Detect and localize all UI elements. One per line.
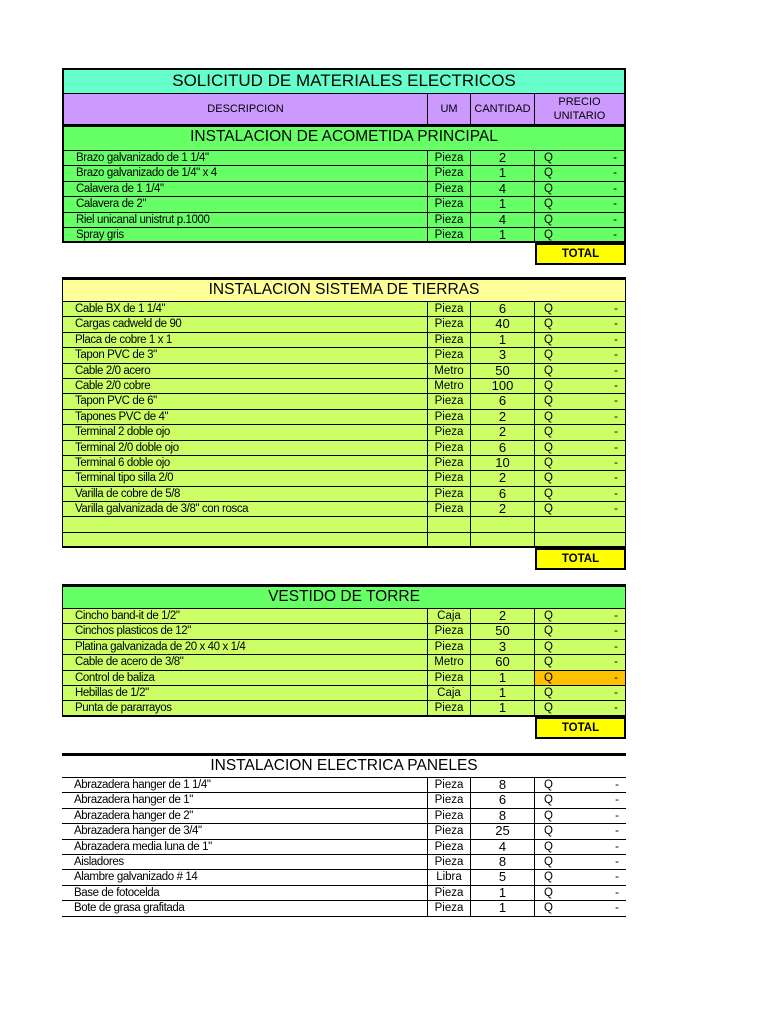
cell-quantity[interactable]: 6	[471, 302, 535, 316]
currency-symbol: Q	[544, 349, 553, 362]
cell-quantity[interactable]: 6	[471, 441, 535, 455]
currency-symbol: Q	[544, 379, 553, 392]
cell-unit[interactable]: Pieza	[428, 778, 471, 792]
cell-description[interactable]: Abrazadera hanger de 1 1/4"	[62, 778, 428, 792]
cell-unit-price[interactable]	[535, 425, 626, 439]
cell-quantity[interactable]: 2	[471, 471, 535, 485]
table-row	[62, 824, 626, 839]
cell-quantity[interactable]: 8	[471, 855, 535, 869]
price-value: -	[615, 809, 619, 822]
cell-description[interactable]: Platina galvanizada de 20 x 40 x 1/4	[62, 640, 428, 654]
cell-unit[interactable]: Pieza	[428, 394, 471, 408]
price-value: -	[614, 503, 618, 516]
cell-unit[interactable]: Pieza	[428, 197, 471, 211]
currency-symbol: Q	[544, 441, 553, 454]
table-row	[62, 456, 626, 471]
table-row	[62, 166, 626, 181]
table-row	[62, 686, 626, 701]
currency-symbol: Q	[544, 152, 553, 164]
table-row	[62, 471, 626, 486]
price-value: -	[614, 395, 618, 408]
cell-description[interactable]: Bote de grasa grafitada	[62, 901, 428, 915]
currency-symbol: Q	[544, 228, 553, 241]
cell-unit-price[interactable]	[535, 487, 626, 501]
cell-description[interactable]: Abrazadera media luna de 1"	[62, 840, 428, 854]
table-row	[62, 640, 626, 655]
cell-quantity[interactable]: 2	[471, 151, 535, 165]
cell-unit[interactable]: Pieza	[428, 317, 471, 331]
cell-quantity[interactable]: 3	[471, 640, 535, 654]
cell-quantity[interactable]: 1	[471, 886, 535, 900]
table-row	[62, 655, 626, 670]
cell-unit-price[interactable]	[535, 441, 626, 455]
currency-symbol: Q	[544, 318, 553, 331]
price-value: -	[614, 303, 618, 315]
table-row	[62, 228, 626, 243]
section-acometida-total	[62, 243, 626, 265]
section-torre-rows	[62, 609, 626, 717]
cell-quantity[interactable]: 1	[471, 671, 535, 685]
cell-unit-price[interactable]	[535, 901, 626, 915]
cell-description[interactable]: Terminal 6 doble ojo	[62, 456, 428, 470]
cell-description[interactable]: Abrazadera hanger de 3/4"	[62, 824, 428, 838]
cell-unit[interactable]: Metro	[428, 379, 471, 393]
cell-unit[interactable]: Pieza	[428, 182, 471, 196]
cell-quantity[interactable]: 6	[471, 394, 535, 408]
table-row	[62, 624, 626, 639]
cell-unit[interactable]	[428, 517, 471, 531]
cell-quantity[interactable]: 1	[471, 901, 535, 915]
cell-unit-price[interactable]	[535, 886, 626, 900]
col-header-unit-price: PRECIO UNITARIO	[535, 94, 626, 124]
cell-unit-price[interactable]	[535, 793, 626, 807]
price-value: -	[614, 610, 618, 622]
cell-unit[interactable]: Pieza	[428, 456, 471, 470]
currency-symbol: Q	[544, 610, 553, 622]
table-row	[62, 671, 626, 686]
cell-unit[interactable]: Pieza	[428, 824, 471, 838]
cell-description[interactable]: Cargas cadweld de 90	[62, 317, 428, 331]
total-cell[interactable]: TOTAL	[535, 548, 626, 570]
price-value: -	[613, 213, 617, 226]
cell-quantity[interactable]: 1	[471, 166, 535, 180]
section-title-tierras: INSTALACION SISTEMA DE TIERRAS	[62, 277, 626, 302]
cell-unit-price[interactable]	[535, 809, 626, 823]
price-value: -	[613, 228, 617, 241]
price-value: -	[614, 410, 618, 423]
price-value: -	[614, 426, 618, 439]
cell-description[interactable]: Riel unicanal unistrut p.1000	[62, 213, 428, 227]
cell-unit-price[interactable]	[535, 517, 626, 531]
cell-unit[interactable]: Pieza	[428, 441, 471, 455]
table-row	[62, 410, 626, 425]
cell-unit[interactable]: Pieza	[428, 840, 471, 854]
cell-unit[interactable]: Pieza	[428, 302, 471, 316]
currency-symbol: Q	[544, 364, 553, 377]
cell-unit-price[interactable]	[535, 302, 626, 316]
cell-description[interactable]: Spray gris	[62, 228, 428, 241]
price-value: -	[613, 182, 617, 195]
cell-description[interactable]: Base de fotocelda	[62, 886, 428, 900]
cell-quantity[interactable]: 8	[471, 778, 535, 792]
cell-unit-price[interactable]	[535, 471, 626, 485]
currency-symbol: Q	[544, 640, 553, 653]
cell-unit[interactable]: Pieza	[428, 228, 471, 241]
currency-symbol: Q	[544, 779, 553, 791]
price-value: -	[614, 702, 618, 715]
cell-unit-price[interactable]	[535, 686, 626, 700]
cell-description[interactable]: Hebillas de 1/2"	[62, 686, 428, 700]
currency-symbol: Q	[544, 794, 553, 807]
price-value: -	[615, 886, 619, 899]
cell-unit-price[interactable]	[535, 855, 626, 869]
cell-unit[interactable]: Pieza	[428, 809, 471, 823]
column-header-row	[62, 94, 626, 126]
table-row	[62, 793, 626, 808]
cell-unit-price[interactable]	[535, 213, 626, 227]
cell-description[interactable]: Brazo galvanizado de 1/4" x 4	[62, 166, 428, 180]
cell-quantity[interactable]: 50	[471, 624, 535, 638]
cell-description[interactable]: Tapon PVC de 3"	[62, 348, 428, 362]
cell-unit[interactable]: Pieza	[428, 471, 471, 485]
currency-symbol: Q	[544, 671, 553, 684]
cell-unit[interactable]: Pieza	[428, 487, 471, 501]
currency-symbol: Q	[544, 410, 553, 423]
cell-unit[interactable]: Metro	[428, 655, 471, 669]
table-row	[62, 517, 626, 532]
col-header-um: UM	[428, 94, 471, 124]
section-title-torre: VESTIDO DE TORRE	[62, 584, 626, 609]
table-row	[62, 701, 626, 716]
cell-quantity[interactable]: 1	[471, 197, 535, 211]
cell-unit[interactable]: Pieza	[428, 671, 471, 685]
cell-unit[interactable]: Pieza	[428, 640, 471, 654]
cell-quantity[interactable]: 1	[471, 333, 535, 347]
cell-quantity[interactable]: 100	[471, 379, 535, 393]
cell-unit-price[interactable]	[535, 348, 626, 362]
price-value: -	[615, 871, 619, 884]
cell-quantity[interactable]: 2	[471, 425, 535, 439]
price-value: -	[615, 794, 619, 807]
currency-symbol: Q	[544, 902, 553, 915]
currency-symbol: Q	[544, 702, 553, 715]
cell-description[interactable]: Abrazadera hanger de 2"	[62, 809, 428, 823]
cell-description[interactable]: Tapon PVC de 6"	[62, 394, 428, 408]
currency-symbol: Q	[544, 303, 553, 315]
section-tierras-rows	[62, 302, 626, 548]
price-value: -	[614, 364, 618, 377]
cell-quantity[interactable]: 25	[471, 824, 535, 838]
cell-unit-price[interactable]	[535, 624, 626, 638]
cell-unit[interactable]: Pieza	[428, 502, 471, 516]
price-value: -	[615, 840, 619, 853]
table-row	[62, 870, 626, 885]
cell-unit[interactable]: Pieza	[428, 624, 471, 638]
currency-symbol: Q	[544, 886, 553, 899]
cell-description[interactable]: Cable 2/0 cobre	[62, 379, 428, 393]
table-row	[62, 379, 626, 394]
currency-symbol: Q	[544, 487, 553, 500]
cell-unit-price[interactable]	[535, 456, 626, 470]
currency-symbol: Q	[544, 809, 553, 822]
currency-symbol: Q	[544, 182, 553, 195]
section-torre-total	[62, 717, 626, 739]
table-row	[62, 151, 626, 166]
cell-unit-price[interactable]	[535, 701, 626, 714]
cell-description[interactable]: Terminal tipo silla 2/0	[62, 471, 428, 485]
cell-description[interactable]: Calavera de 1 1/4"	[62, 182, 428, 196]
section-paneles	[62, 753, 626, 917]
cell-unit[interactable]: Pieza	[428, 425, 471, 439]
cell-unit[interactable]: Pieza	[428, 701, 471, 714]
table-row	[62, 425, 626, 440]
cell-quantity[interactable]	[471, 533, 535, 546]
cell-unit[interactable]: Pieza	[428, 151, 471, 165]
table-row	[62, 901, 626, 916]
cell-quantity[interactable]: 5	[471, 870, 535, 884]
currency-symbol: Q	[544, 656, 553, 669]
price-value: -	[614, 349, 618, 362]
table-row	[62, 487, 626, 502]
price-value: -	[613, 152, 617, 164]
currency-symbol: Q	[544, 198, 553, 211]
currency-symbol: Q	[544, 855, 553, 868]
cell-quantity[interactable]: 2	[471, 609, 535, 623]
cell-quantity[interactable]: 40	[471, 317, 535, 331]
table-row	[62, 182, 626, 197]
cell-unit-price[interactable]	[535, 870, 626, 884]
currency-symbol: Q	[544, 167, 553, 180]
table-row	[62, 302, 626, 317]
cell-description[interactable]: Terminal 2/0 doble ojo	[62, 441, 428, 455]
table-row	[62, 609, 626, 624]
currency-symbol: Q	[544, 840, 553, 853]
cell-unit[interactable]: Pieza	[428, 901, 471, 915]
total-cell[interactable]: TOTAL	[535, 243, 626, 265]
price-value: -	[614, 472, 618, 485]
cell-unit-price[interactable]	[535, 533, 626, 546]
section-title-acometida: INSTALACION DE ACOMETIDA PRINCIPAL	[62, 126, 626, 151]
price-value: -	[614, 671, 618, 684]
table-row	[62, 778, 626, 793]
cell-unit-price[interactable]	[535, 166, 626, 180]
cell-unit-price[interactable]	[535, 197, 626, 211]
price-value: -	[614, 686, 618, 699]
currency-symbol: Q	[544, 213, 553, 226]
table-row	[62, 213, 626, 228]
total-cell[interactable]: TOTAL	[535, 717, 626, 739]
currency-symbol: Q	[544, 503, 553, 516]
price-value: -	[615, 825, 619, 838]
cell-quantity[interactable]	[471, 517, 535, 531]
cell-unit[interactable]: Pieza	[428, 410, 471, 424]
cell-description[interactable]: Varilla galvanizada de 3/8" con rosca	[62, 502, 428, 516]
currency-symbol: Q	[544, 686, 553, 699]
cell-unit-price[interactable]	[535, 228, 626, 241]
section-tierras	[62, 277, 626, 570]
cell-unit-price[interactable]	[535, 502, 626, 516]
table-row	[62, 197, 626, 212]
cell-unit[interactable]: Pieza	[428, 333, 471, 347]
section-torre	[62, 584, 626, 739]
cell-unit[interactable]: Caja	[428, 609, 471, 623]
cell-description[interactable]: Placa de cobre 1 x 1	[62, 333, 428, 347]
section-paneles-rows	[62, 778, 626, 917]
cell-description[interactable]: Control de baliza	[62, 671, 428, 685]
cell-description[interactable]: Terminal 2 doble ojo	[62, 425, 428, 439]
currency-symbol: Q	[544, 395, 553, 408]
price-value: -	[614, 625, 618, 638]
cell-unit-price[interactable]	[535, 655, 626, 669]
col-header-description: DESCRIPCION	[62, 94, 428, 124]
cell-unit-price[interactable]	[535, 778, 626, 792]
cell-quantity[interactable]: 10	[471, 456, 535, 470]
currency-symbol: Q	[544, 825, 553, 838]
currency-symbol: Q	[544, 456, 553, 469]
materials-sheet	[62, 68, 626, 265]
col-header-quantity: CANTIDAD	[471, 94, 535, 124]
cell-quantity[interactable]: 1	[471, 228, 535, 241]
cell-unit[interactable]: Pieza	[428, 348, 471, 362]
table-row	[62, 809, 626, 824]
table-row	[62, 364, 626, 379]
cell-description[interactable]: Aisladores	[62, 855, 428, 869]
cell-unit[interactable]	[428, 533, 471, 546]
price-value: -	[614, 318, 618, 331]
table-row	[62, 533, 626, 548]
sheet-title: SOLICITUD DE MATERIALES ELECTRICOS	[62, 68, 626, 94]
cell-quantity[interactable]: 60	[471, 655, 535, 669]
cell-quantity[interactable]: 2	[471, 410, 535, 424]
cell-unit-price[interactable]	[535, 824, 626, 838]
section-acometida-rows	[62, 151, 626, 243]
price-value: -	[613, 198, 617, 211]
price-value: -	[615, 855, 619, 868]
cell-unit-price[interactable]	[535, 379, 626, 393]
cell-quantity[interactable]: 6	[471, 793, 535, 807]
cell-unit-price[interactable]	[535, 840, 626, 854]
cell-unit-price[interactable]	[535, 364, 626, 378]
table-row	[62, 348, 626, 363]
cell-unit[interactable]: Pieza	[428, 793, 471, 807]
currency-symbol: Q	[544, 871, 553, 884]
cell-unit[interactable]: Pieza	[428, 886, 471, 900]
cell-description[interactable]: Alambre galvanizado # 14	[62, 870, 428, 884]
cell-unit[interactable]: Pieza	[428, 166, 471, 180]
currency-symbol: Q	[544, 426, 553, 439]
cell-unit-price[interactable]	[535, 317, 626, 331]
cell-description[interactable]: Cable de acero de 3/8"	[62, 655, 428, 669]
cell-unit-price[interactable]	[535, 640, 626, 654]
cell-unit-price[interactable]	[535, 333, 626, 347]
cell-quantity[interactable]: 1	[471, 701, 535, 714]
cell-quantity[interactable]: 4	[471, 213, 535, 227]
cell-description[interactable]	[62, 533, 428, 546]
price-value: -	[614, 379, 618, 392]
cell-quantity[interactable]: 1	[471, 686, 535, 700]
cell-description[interactable]: Cincho band-it de 1/2"	[62, 609, 428, 623]
cell-quantity[interactable]: 6	[471, 487, 535, 501]
table-row	[62, 886, 626, 901]
cell-unit-price[interactable]	[535, 182, 626, 196]
price-value: -	[614, 487, 618, 500]
cell-unit[interactable]: Pieza	[428, 213, 471, 227]
cell-description[interactable]: Abrazadera hanger de 1"	[62, 793, 428, 807]
cell-unit[interactable]: Pieza	[428, 855, 471, 869]
cell-unit-price[interactable]	[535, 609, 626, 623]
cell-description[interactable]: Cable 2/0 acero	[62, 364, 428, 378]
currency-symbol: Q	[544, 625, 553, 638]
price-value: -	[613, 167, 617, 180]
cell-description[interactable]: Cable BX de 1 1/4"	[62, 302, 428, 316]
table-row	[62, 840, 626, 855]
cell-quantity[interactable]: 8	[471, 809, 535, 823]
cell-unit-price[interactable]	[535, 394, 626, 408]
cell-unit-price[interactable]	[535, 410, 626, 424]
cell-unit-price[interactable]	[535, 151, 626, 165]
cell-unit[interactable]: Metro	[428, 364, 471, 378]
cell-quantity[interactable]: 3	[471, 348, 535, 362]
price-value: -	[614, 333, 618, 346]
cell-quantity[interactable]: 4	[471, 182, 535, 196]
cell-quantity[interactable]: 50	[471, 364, 535, 378]
table-row	[62, 855, 626, 870]
cell-description[interactable]	[62, 517, 428, 531]
price-value: -	[614, 656, 618, 669]
section-title-paneles: INSTALACION ELECTRICA PANELES	[62, 753, 626, 778]
cell-quantity[interactable]: 4	[471, 840, 535, 854]
currency-symbol: Q	[544, 472, 553, 485]
cell-quantity[interactable]: 2	[471, 502, 535, 516]
cell-description[interactable]: Brazo galvanizado de 1 1/4"	[62, 151, 428, 165]
table-row	[62, 394, 626, 409]
price-value: -	[615, 902, 619, 915]
price-value: -	[614, 640, 618, 653]
cell-description[interactable]: Varilla de cobre de 5/8	[62, 487, 428, 501]
cell-description[interactable]: Calavera de 2"	[62, 197, 428, 211]
cell-unit-price[interactable]	[535, 671, 626, 685]
cell-description[interactable]: Tapones PVC de 4"	[62, 410, 428, 424]
price-value: -	[615, 779, 619, 791]
table-row	[62, 317, 626, 332]
cell-unit[interactable]: Libra	[428, 870, 471, 884]
cell-unit[interactable]: Caja	[428, 686, 471, 700]
currency-symbol: Q	[544, 333, 553, 346]
table-row	[62, 441, 626, 456]
cell-description[interactable]: Punta de pararrayos	[62, 701, 428, 714]
price-value: -	[614, 441, 618, 454]
table-row	[62, 502, 626, 517]
section-tierras-total	[62, 548, 626, 570]
price-value: -	[614, 456, 618, 469]
table-row	[62, 333, 626, 348]
cell-description[interactable]: Cinchos plasticos de 12"	[62, 624, 428, 638]
